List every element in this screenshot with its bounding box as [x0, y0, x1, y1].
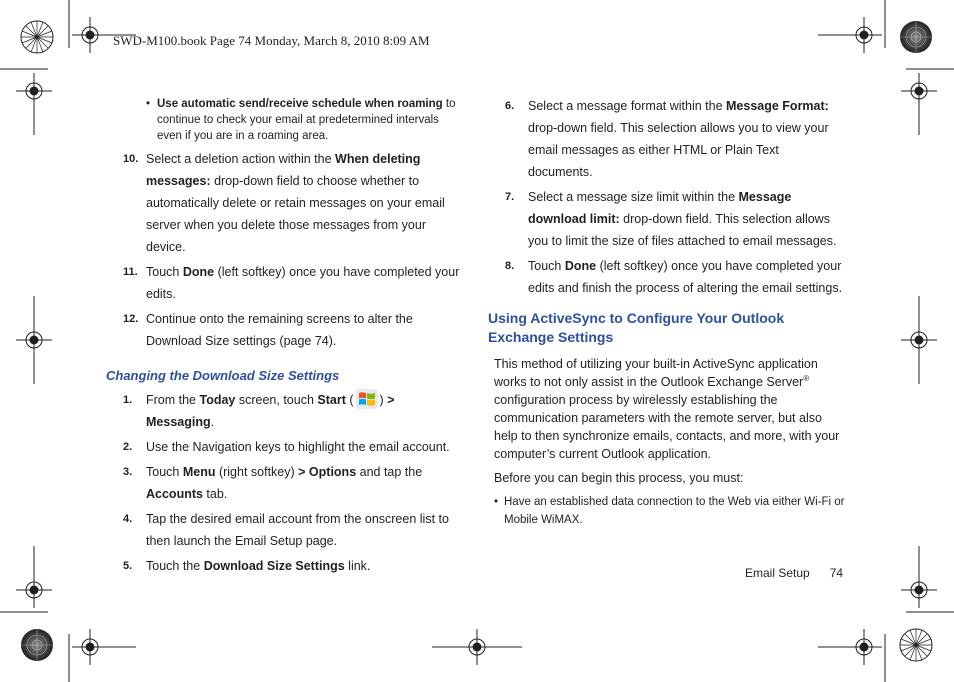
- paragraph-text: This method of utilizing your built-in ActiveSync application works to not only assist in the Outlook Exchange Server: [494, 357, 818, 389]
- step-number: 6.: [505, 100, 515, 112]
- step-text: drop-down field. This selection allows you to limit the size of files attached to email messages.: [528, 212, 837, 248]
- download-step-5: [118, 555, 463, 577]
- step-text: Continue onto the remaining screens to alter the Download Size settings (page 74).: [146, 312, 413, 348]
- bullet-text: Have an established data connection to the Web via either Wi-Fi or Mobile WiMAX.: [504, 496, 845, 526]
- page-number: 74: [829, 566, 844, 580]
- step-text: ): [379, 393, 388, 407]
- step-text: Select a message format within the: [528, 99, 727, 113]
- step-text: Touch: [146, 265, 183, 279]
- step-text: screen, touch: [235, 393, 318, 407]
- step-7: [500, 186, 845, 252]
- step-number: 2.: [123, 441, 133, 453]
- step-text: link.: [344, 559, 371, 573]
- download-step-3: [118, 461, 463, 505]
- download-step-4: [118, 508, 463, 552]
- menu-label: Today: [199, 393, 236, 407]
- step-number: 12.: [123, 313, 139, 325]
- roaming-description: to continue to check your email at predetermined intervals even if you are in a roaming area.: [157, 98, 456, 142]
- subheading-download-size: Changing the Download Size Settings: [106, 368, 340, 383]
- step-12: [118, 308, 463, 352]
- step-text: Select a message size limit within the: [528, 190, 739, 204]
- menu-label: Menu: [182, 465, 216, 479]
- download-step-1: [118, 389, 463, 433]
- bullet-dot: •: [494, 496, 499, 508]
- prerequisite-bullet: [494, 493, 845, 529]
- windows-start-icon: [356, 389, 378, 409]
- field-label: When deleting messages:: [146, 152, 421, 188]
- step-text: Touch the: [146, 559, 204, 573]
- step-text: Tap the desired email account from the onscreen list to then launch the Email Setup page.: [146, 512, 449, 548]
- download-step-2: [118, 436, 463, 458]
- step-number: 7.: [505, 191, 515, 203]
- page-footer: [745, 566, 843, 580]
- footer-section-name: Email Setup: [745, 566, 810, 580]
- step-number: 5.: [123, 560, 133, 572]
- step-number: 11.: [123, 266, 138, 278]
- menu-label: Download Size Settings: [203, 559, 345, 573]
- paragraph-text: configuration process by wirelessly establishing the communication parameters with the remote server, but also help to then synchronize emails, contacts, and more, with your computer’s current Outlook application.: [494, 393, 840, 461]
- step-text: Touch: [146, 465, 183, 479]
- step-text: (left softkey) once you have completed your edits.: [146, 265, 460, 301]
- left-column: [106, 96, 463, 580]
- field-label: Done: [182, 265, 215, 279]
- field-label: Done: [564, 259, 597, 273]
- field-label: Message Format:: [726, 99, 829, 113]
- field-label: Message download limit:: [528, 190, 792, 226]
- step-number: 10.: [123, 153, 139, 165]
- menu-label: > Messaging: [146, 393, 395, 429]
- step-text: From the: [146, 393, 200, 407]
- step-text: drop-down field. This selection allows you to view your email messages as either HTML or Plain Text documents.: [528, 121, 829, 179]
- prerequisite-intro: Before you can begin this process, you must:: [494, 471, 744, 485]
- right-column: [488, 95, 845, 529]
- section-heading-activesync: Using ActiveSync to Configure Your Outlook Exchange Settings: [488, 310, 785, 345]
- roaming-option-label: Use automatic send/receive schedule when roaming: [157, 98, 443, 110]
- menu-label: Accounts: [146, 487, 203, 501]
- step-10: [118, 148, 463, 258]
- print-header: SWD-M100.book Page 74 Monday, March 8, 2010 8:09 AM: [113, 33, 430, 48]
- menu-label: Start: [317, 393, 346, 407]
- registered-mark: ®: [803, 373, 810, 383]
- step-text: Touch: [528, 259, 565, 273]
- step-number: 4.: [123, 513, 133, 525]
- step-number: 3.: [123, 466, 133, 478]
- step-number: 1.: [123, 394, 133, 406]
- bullet-dot: •: [146, 98, 151, 110]
- roaming-bullet: [118, 96, 463, 144]
- step-6: [500, 95, 845, 183]
- step-text: drop-down field to choose whether to automatically delete or retain messages on your email server when you delete those messages from your device.: [146, 174, 445, 254]
- step-text: .: [210, 415, 215, 429]
- menu-label: > Options: [298, 465, 357, 479]
- step-text: tab.: [202, 487, 228, 501]
- step-text: and tap the: [356, 465, 423, 479]
- step-number: 8.: [505, 260, 515, 272]
- step-11: [118, 261, 463, 305]
- step-text: (left softkey) once you have completed your edits and finish the process of altering the email settings.: [528, 259, 843, 295]
- step-text: (: [345, 393, 354, 407]
- step-text: Select a deletion action within the: [146, 152, 336, 166]
- step-text: (right softkey): [215, 465, 299, 479]
- step-text: Use the Navigation keys to highlight the email account.: [146, 440, 450, 454]
- step-8: [500, 255, 845, 299]
- activesync-paragraph: [494, 355, 845, 463]
